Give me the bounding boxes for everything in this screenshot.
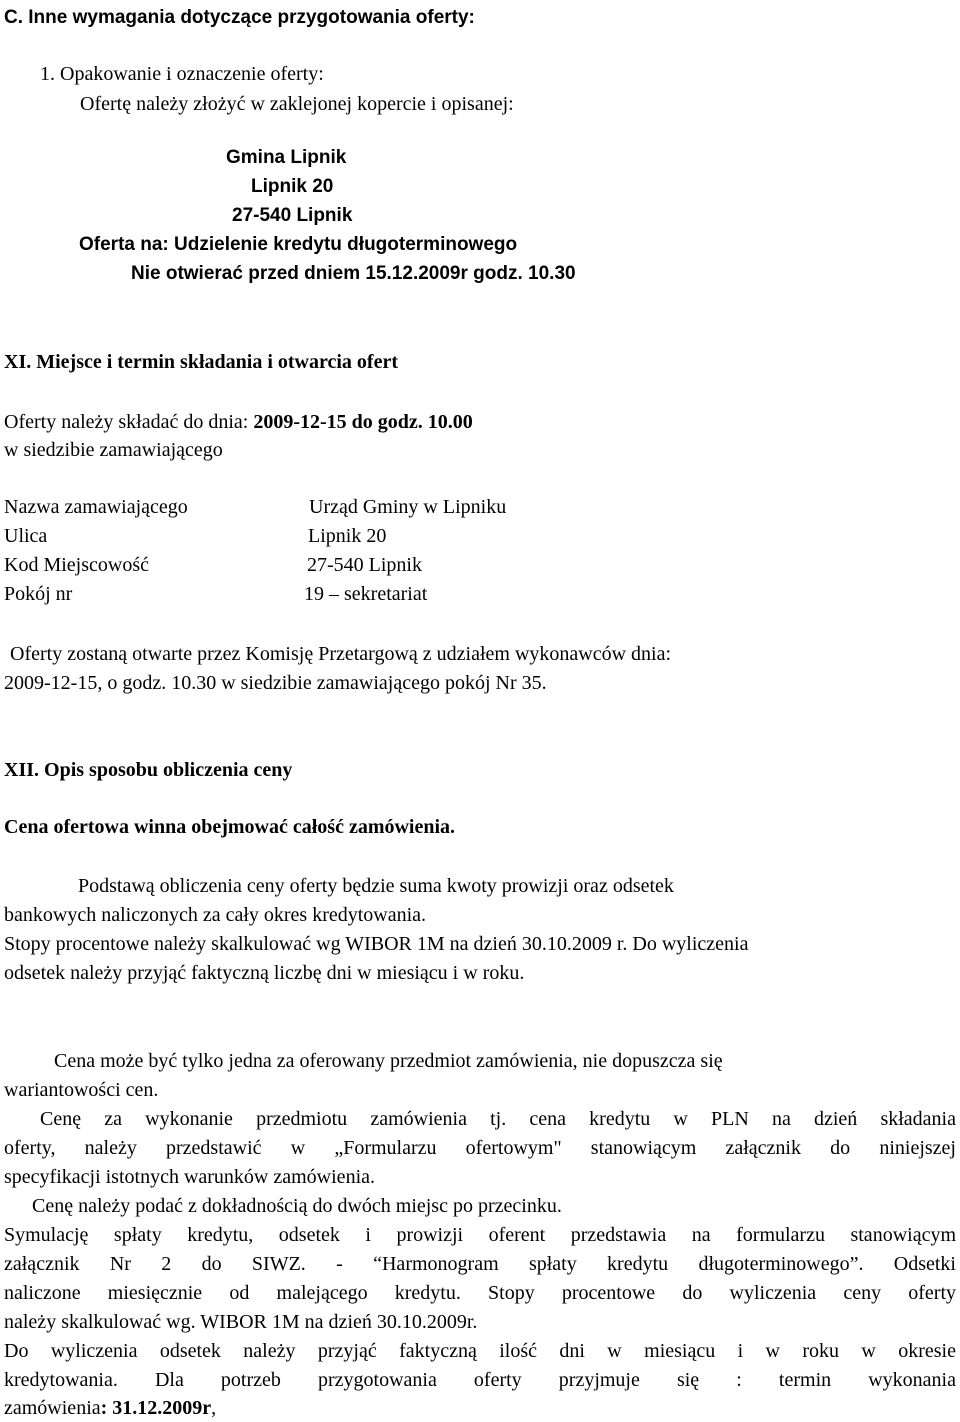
envelope-line: Lipnik 20: [251, 176, 334, 197]
detail-label: Pokój nr: [4, 583, 73, 605]
last-line-date: : 31.12.2009r: [100, 1397, 212, 1419]
section-xi-title: Miejsce i termin składania i otwarcia ofert: [36, 351, 399, 373]
body-line: bankowych naliczonych za cały okres kredytowania.: [4, 904, 427, 926]
opening-line: Oferty zostaną otwarte przez Komisję Przetargową z udziałem wykonawców dnia:: [10, 643, 672, 665]
envelope-line: Oferta na: Udzielenie kredytu długoterminowego: [79, 234, 518, 255]
body-line: kredytowania. Dla potrzeb przygotowania oferty przyjmuje się : termin wykonania: [4, 1369, 956, 1391]
opening-line: 2009-12-15, o godz. 10.30 w siedzibie zamawiającego pokój Nr 35.: [4, 672, 547, 694]
section-xii-subheading: Cena ofertowa winna obejmować całość zamówienia.: [4, 816, 456, 838]
item1-text: Ofertę należy złożyć w zaklejonej kopercie i opisanej:: [80, 93, 514, 115]
body-line: załącznik Nr 2 do SIWZ. - “Harmonogram spłaty kredytu długoterminowego”. Odsetki: [4, 1253, 956, 1275]
deadline-prefix: Oferty należy składać do dnia:: [4, 411, 254, 433]
last-line: [4, 1396, 216, 1420]
body-line: Cena może być tylko jedna za oferowany przedmiot zamówienia, nie dopuszcza się: [54, 1050, 723, 1072]
body-line: naliczone miesięcznie od malejącego kredytu. Stopy procentowe do wyliczenia ceny oferty: [4, 1282, 956, 1304]
section-xi-heading: [4, 350, 398, 374]
deadline-value: 2009-12-15 do godz. 10.00: [253, 411, 473, 433]
deadline-line: [4, 410, 473, 434]
detail-value: Lipnik 20: [308, 525, 387, 547]
detail-value: 19 – sekretariat: [304, 583, 428, 605]
body-line: wariantowości cen.: [4, 1079, 159, 1101]
detail-label: Kod Miejscowość: [4, 554, 149, 576]
body-line: Podstawą obliczenia ceny oferty będzie suma kwoty prowizji oraz odsetek: [78, 875, 674, 897]
body-line: Do wyliczenia odsetek należy przyjąć faktyczną ilość dni w miesiącu i w roku w okresie: [4, 1340, 956, 1362]
section-xii-number: XII.: [4, 759, 40, 781]
detail-value: Urząd Gminy w Lipniku: [309, 496, 507, 518]
envelope-line: Nie otwierać przed dniem 15.12.2009r godz. 10.30: [131, 263, 576, 284]
body-line: należy skalkulować wg. WIBOR 1M na dzień 30.10.2009r.: [4, 1311, 478, 1333]
body-line: Cenę należy podać z dokładnością do dwóch miejsc po przecinku.: [32, 1195, 562, 1217]
detail-label: Nazwa zamawiającego: [4, 496, 188, 518]
envelope-line: Gmina Lipnik: [226, 147, 347, 168]
body-line: odsetek należy przyjąć faktyczną liczbę dni w miesiącu i w roku.: [4, 962, 525, 984]
envelope-line: 27-540 Lipnik: [232, 205, 353, 226]
section-xi-number: XI.: [4, 351, 32, 373]
section-xii-title: Opis sposobu obliczenia ceny: [44, 759, 293, 781]
body-line: Cenę za wykonanie przedmiotu zamówienia tj. cena kredytu w PLN na dzień składania: [40, 1108, 956, 1130]
last-line-prefix: zamówienia: [4, 1397, 101, 1419]
body-line: oferty, należy przedstawić w „Formularzu ofertowym" stanowiącym załącznik do niniejszej: [4, 1137, 956, 1159]
body-line: Symulację spłaty kredytu, odsetek i prowizji oferent przedstawia na formularzu stanowiącym: [4, 1224, 956, 1246]
location-line: w siedzibie zamawiającego: [4, 439, 223, 461]
detail-value: 27-540 Lipnik: [307, 554, 422, 576]
body-line: Stopy procentowe należy skalkulować wg WIBOR 1M na dzień 30.10.2009 r. Do wyliczenia: [4, 933, 749, 955]
section-c-heading: C. Inne wymagania dotyczące przygotowania oferty:: [4, 7, 475, 28]
section-xii-heading: [4, 758, 292, 782]
detail-label: Ulica: [4, 525, 48, 547]
body-line: specyfikacji istotnych warunków zamówienia.: [4, 1166, 375, 1188]
item1-title: 1. Opakowanie i oznaczenie oferty:: [40, 63, 324, 85]
last-line-suffix: ,: [211, 1397, 217, 1419]
